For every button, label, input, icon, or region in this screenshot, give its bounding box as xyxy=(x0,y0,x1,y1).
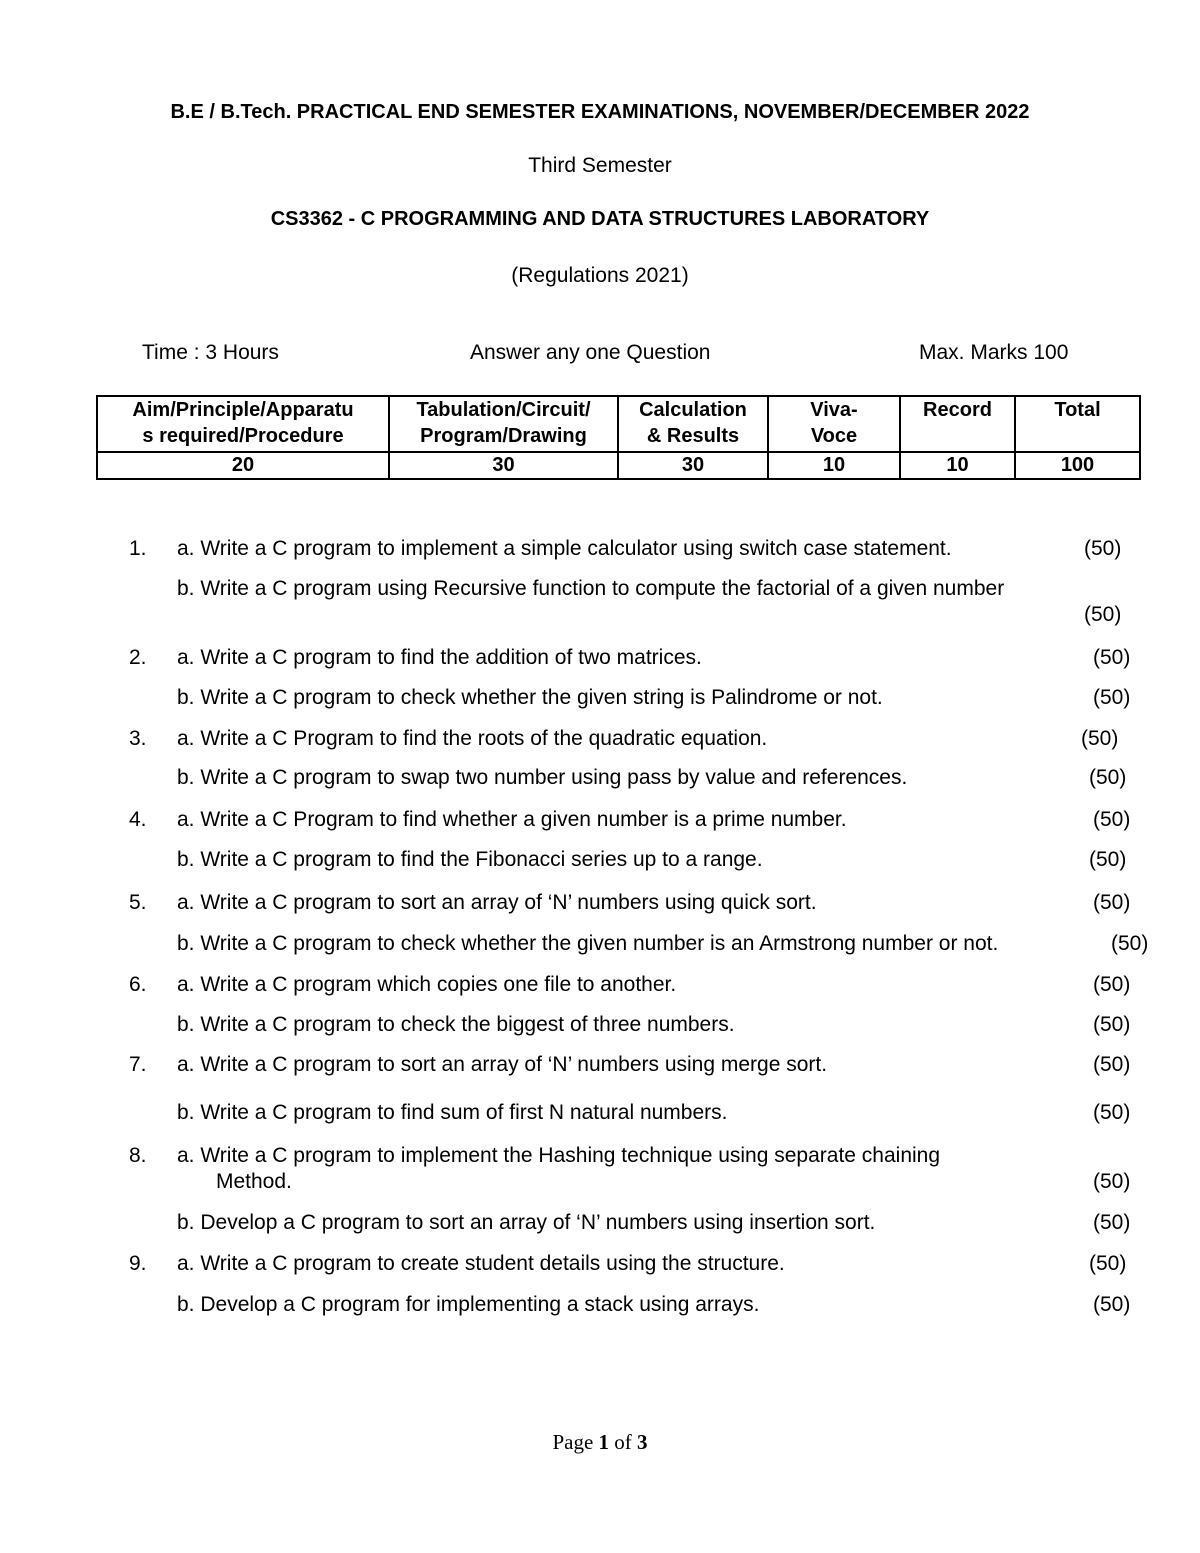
marks-value-cell: 30 xyxy=(389,452,618,479)
question-part-b-marks: (50) xyxy=(1089,766,1127,789)
question-part-b: b. Write a C program to check whether the given number is an Armstrong number or not. xyxy=(177,932,999,955)
question-part-b-marks: (50) xyxy=(1089,848,1127,871)
question-number: 2. xyxy=(129,646,147,669)
marks-table-value-row xyxy=(97,452,1140,479)
question-part-a-marks: (50) xyxy=(1089,1252,1127,1275)
max-marks: Max. Marks 100 xyxy=(919,341,1069,364)
marks-header-cell: Tabulation/Circuit/ Program/Drawing xyxy=(389,396,618,452)
question-part-a: a. Write a C program to sort an array of ‘N’ numbers using quick sort. xyxy=(177,891,817,914)
question-part-a: a. Write a C program which copies one file to another. xyxy=(177,973,677,996)
exam-instruction: Answer any one Question xyxy=(470,341,711,364)
question-part-a: a. Write a C program to sort an array of ‘N’ numbers using merge sort. xyxy=(177,1053,828,1076)
marks-header-cell: Total xyxy=(1015,396,1140,452)
question-part-a-marks: (50) xyxy=(1093,891,1131,914)
question-part-b-marks: (50) xyxy=(1093,1101,1131,1124)
page-current: 1 xyxy=(598,1430,610,1454)
page-label: Page xyxy=(552,1430,594,1454)
question-part-b-marks: (50) xyxy=(1093,1013,1131,1036)
question-number: 9. xyxy=(129,1252,147,1275)
question-number: 5. xyxy=(129,891,147,914)
question-number: 8. xyxy=(129,1144,147,1167)
question-part-b-marks: (50) xyxy=(1084,603,1122,626)
exam-title: B.E / B.Tech. PRACTICAL END SEMESTER EXAMINATIONS, NOVEMBER/DECEMBER 2022 xyxy=(170,101,1030,123)
question-part-a-marks: (50) xyxy=(1081,727,1119,750)
regulations-label: (Regulations 2021) xyxy=(511,264,689,287)
question-part-b-marks: (50) xyxy=(1093,686,1131,709)
question-part-a-marks: (50) xyxy=(1093,1053,1131,1076)
marks-header-cell: Aim/Principle/Apparatu s required/Procedure xyxy=(97,396,389,452)
question-part-a-marks: (50) xyxy=(1084,537,1122,560)
semester-label: Third Semester xyxy=(528,154,672,177)
question-part-b: b. Write a C program to find the Fibonacci series up to a range. xyxy=(177,848,763,871)
marks-table-header-row xyxy=(97,396,1140,452)
question-part-a: a. Write a C program to find the addition of two matrices. xyxy=(177,646,702,669)
question-part-b: b. Write a C program to check whether the given string is Palindrome or not. xyxy=(177,686,883,709)
question-part-b: b. Develop a C program to sort an array of ‘N’ numbers using insertion sort. xyxy=(177,1211,876,1234)
marks-value-cell: 100 xyxy=(1015,452,1140,479)
question-part-a-marks: (50) xyxy=(1093,973,1131,996)
question-part-a-continued: Method. xyxy=(216,1170,292,1193)
exam-time: Time : 3 Hours xyxy=(142,341,279,364)
marks-header-cell: Record xyxy=(900,396,1015,452)
question-part-a-marks: (50) xyxy=(1093,808,1131,831)
question-part-a-marks: (50) xyxy=(1093,646,1131,669)
marks-value-cell: 20 xyxy=(97,452,389,479)
marks-value-cell: 10 xyxy=(900,452,1015,479)
question-part-a: a. Write a C program to implement a simple calculator using switch case statement. xyxy=(177,537,952,560)
question-number: 6. xyxy=(129,973,147,996)
marks-header-cell: Calculation & Results xyxy=(618,396,768,452)
question-part-b: b. Develop a C program for implementing a stack using arrays. xyxy=(177,1293,760,1316)
course-title: CS3362 - C PROGRAMMING AND DATA STRUCTURES LABORATORY xyxy=(270,208,930,230)
question-number: 3. xyxy=(129,727,147,750)
question-part-b: b. Write a C program to find sum of first N natural numbers. xyxy=(177,1101,728,1124)
page-total: 3 xyxy=(637,1430,648,1454)
question-part-a: a. Write a C Program to find the roots of the quadratic equation. xyxy=(177,727,768,750)
question-part-b: b. Write a C program to swap two number using pass by value and references. xyxy=(177,766,908,789)
question-part-a: a. Write a C Program to find whether a given number is a prime number. xyxy=(177,808,847,831)
question-number: 4. xyxy=(129,808,147,831)
marks-value-cell: 10 xyxy=(768,452,900,479)
marks-header-cell: Viva- Voce xyxy=(768,396,900,452)
page-of-label: of xyxy=(614,1430,632,1454)
question-part-b-marks: (50) xyxy=(1111,932,1149,955)
marks-value-cell: 30 xyxy=(618,452,768,479)
question-part-b-marks: (50) xyxy=(1093,1293,1131,1316)
marks-table xyxy=(96,395,1141,480)
page-footer xyxy=(0,1430,1200,1455)
question-part-a: a. Write a C program to implement the Hashing technique using separate chaining xyxy=(177,1144,941,1167)
question-part-a: a. Write a C program to create student details using the structure. xyxy=(177,1252,785,1275)
question-part-b-marks: (50) xyxy=(1093,1211,1131,1234)
question-number: 1. xyxy=(129,537,147,560)
question-part-b: b. Write a C program to check the biggest of three numbers. xyxy=(177,1013,735,1036)
question-part-a-marks: (50) xyxy=(1093,1170,1131,1193)
question-number: 7. xyxy=(129,1053,147,1076)
question-part-b: b. Write a C program using Recursive function to compute the factorial of a given number xyxy=(177,577,1005,600)
